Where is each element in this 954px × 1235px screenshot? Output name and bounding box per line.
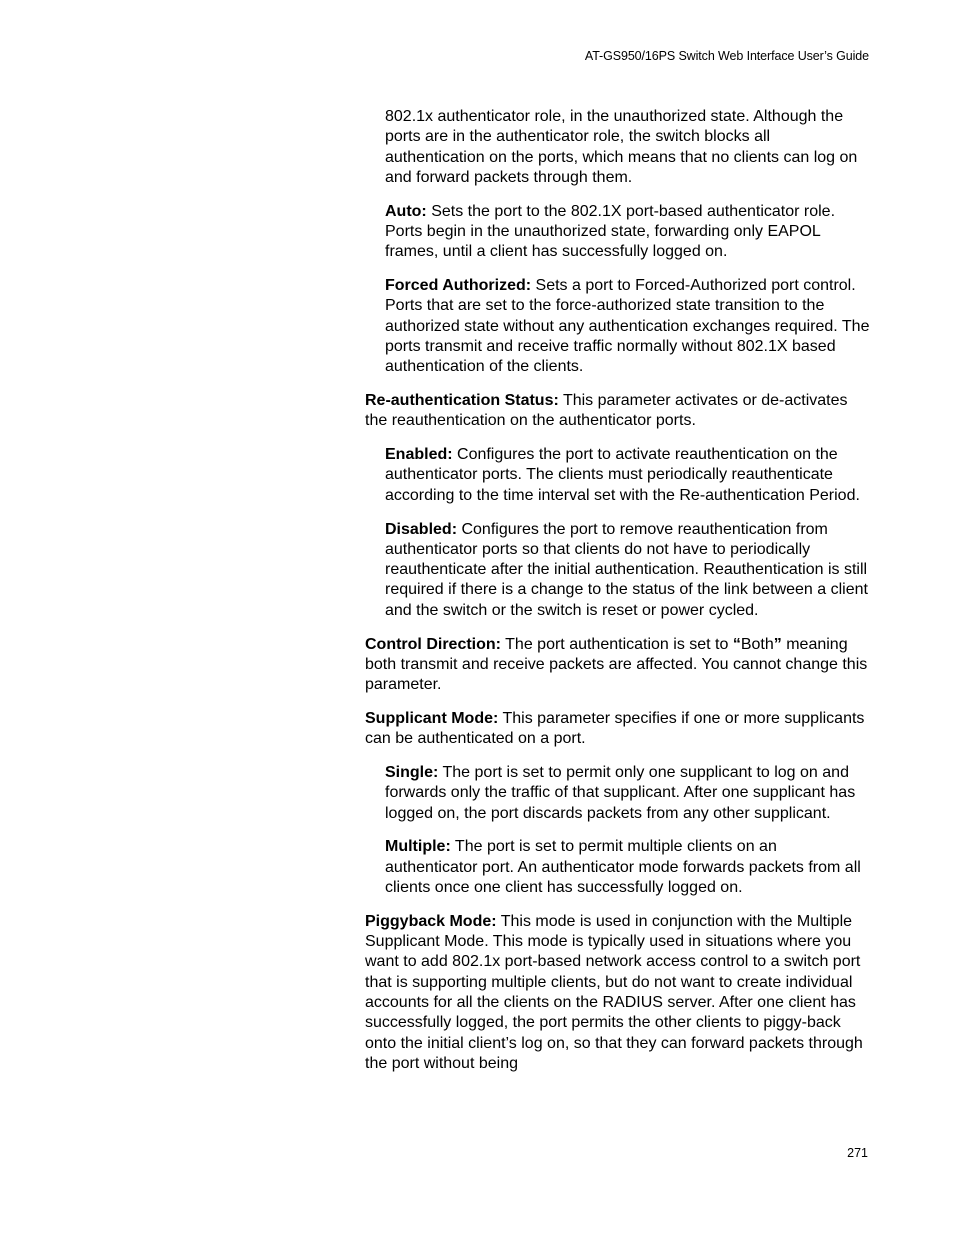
paragraph-auto <box>385 202 870 263</box>
paragraph-enabled <box>385 445 870 506</box>
term-single: Single: <box>385 764 439 782</box>
term-forced-authorized: Forced Authorized: <box>385 277 532 295</box>
paragraph-text: This mode is used in conjunction with the Multiple Supplicant Mode. This mode is typically used in situations where you want to add 802.1x port-based network access control to a switch port that is supporting multiple clients, but do not want to create individual accounts for all the clients on the RADIUS server. After one client has successfully logged, the port permits the other clients to piggy-back onto the initial client’s log on, so that they can forward packets through the port without being <box>365 912 863 1072</box>
paragraph-text: The port authentication is set to <box>501 635 733 653</box>
term-disabled: Disabled: <box>385 520 458 538</box>
term-control-direction: Control Direction: <box>365 635 501 653</box>
paragraph-forced-authorized <box>385 276 870 377</box>
paragraph-text: This parameter activates or de-activates the reauthentication on the authenticator ports. <box>365 392 848 430</box>
paragraph-text: Sets a port to Forced-Authorized port control. Ports that are set to the force-authorized state transition to the authorized state without any authentication exchanges required. The ports transmit and receive traffic normally without 802.1X based authentication of the clients. <box>385 277 870 376</box>
paragraph-text: The port is set to permit only one supplicant to log on and forwards only the traffic of that supplicant. After one supplicant has logged on, the port discards packets from any other supplicant. <box>385 764 856 822</box>
term-enabled: Enabled: <box>385 446 453 464</box>
running-header: AT-GS950/16PS Switch Web Interface User’s Guide <box>584 49 869 63</box>
close-quote: ” <box>773 635 782 653</box>
term-piggyback-mode: Piggyback Mode: <box>365 912 497 930</box>
paragraph-text: Configures the port to remove reauthentication from authenticator ports so that clients do not have to periodically reauthenticate after the initial authentication. Reauthentication is still required if there is a change to the status of the link between a client and the switch or the switch is reset or power cycled. <box>385 520 868 619</box>
paragraph-text: Configures the port to activate reauthentication on the authenticator ports. The clients must periodically reauthenticate according to the time interval set with the Re-authentication Period. <box>385 446 860 504</box>
quoted-value: Both <box>740 635 774 653</box>
term-supplicant-mode: Supplicant Mode: <box>365 709 499 727</box>
paragraph-disabled <box>385 520 870 621</box>
paragraph-supplicant-mode <box>365 709 870 750</box>
paragraph-text: This parameter specifies if one or more supplicants can be authenticated on a port. <box>365 709 865 748</box>
term-multiple: Multiple: <box>385 838 451 856</box>
paragraph-unauthorized-continuation <box>385 107 870 188</box>
open-quote: “ <box>732 635 741 653</box>
paragraph-single <box>385 763 870 824</box>
paragraph-control-direction <box>365 635 870 696</box>
paragraph-reauthentication-status <box>365 391 870 432</box>
paragraph-text: meaning both transmit and receive packets are affected. You cannot change this parameter. <box>365 635 868 694</box>
body-text <box>365 107 870 1088</box>
term-reauthentication-status: Re-authentication Status: <box>365 392 559 410</box>
paragraph-text: The port is set to permit multiple clients on an authenticator port. An authenticator mode forwards packets from all clients once one client has successfully logged on. <box>385 838 861 896</box>
term-auto: Auto: <box>385 202 427 220</box>
paragraph-text: 802.1x authenticator role, in the unauthorized state. Although the ports are in the authenticator role, the switch blocks all authentication on the ports, which means that no clients can log on and forward packets through them. <box>385 108 858 186</box>
paragraph-piggyback-mode <box>365 912 870 1074</box>
paragraph-multiple <box>385 837 870 898</box>
page-number: 271 <box>847 1146 868 1160</box>
paragraph-text: Sets the port to the 802.1X port-based authenticator role. Ports begin in the unauthorized state, forwarding only EAPOL frames, until a client has successfully logged on. <box>385 202 836 261</box>
